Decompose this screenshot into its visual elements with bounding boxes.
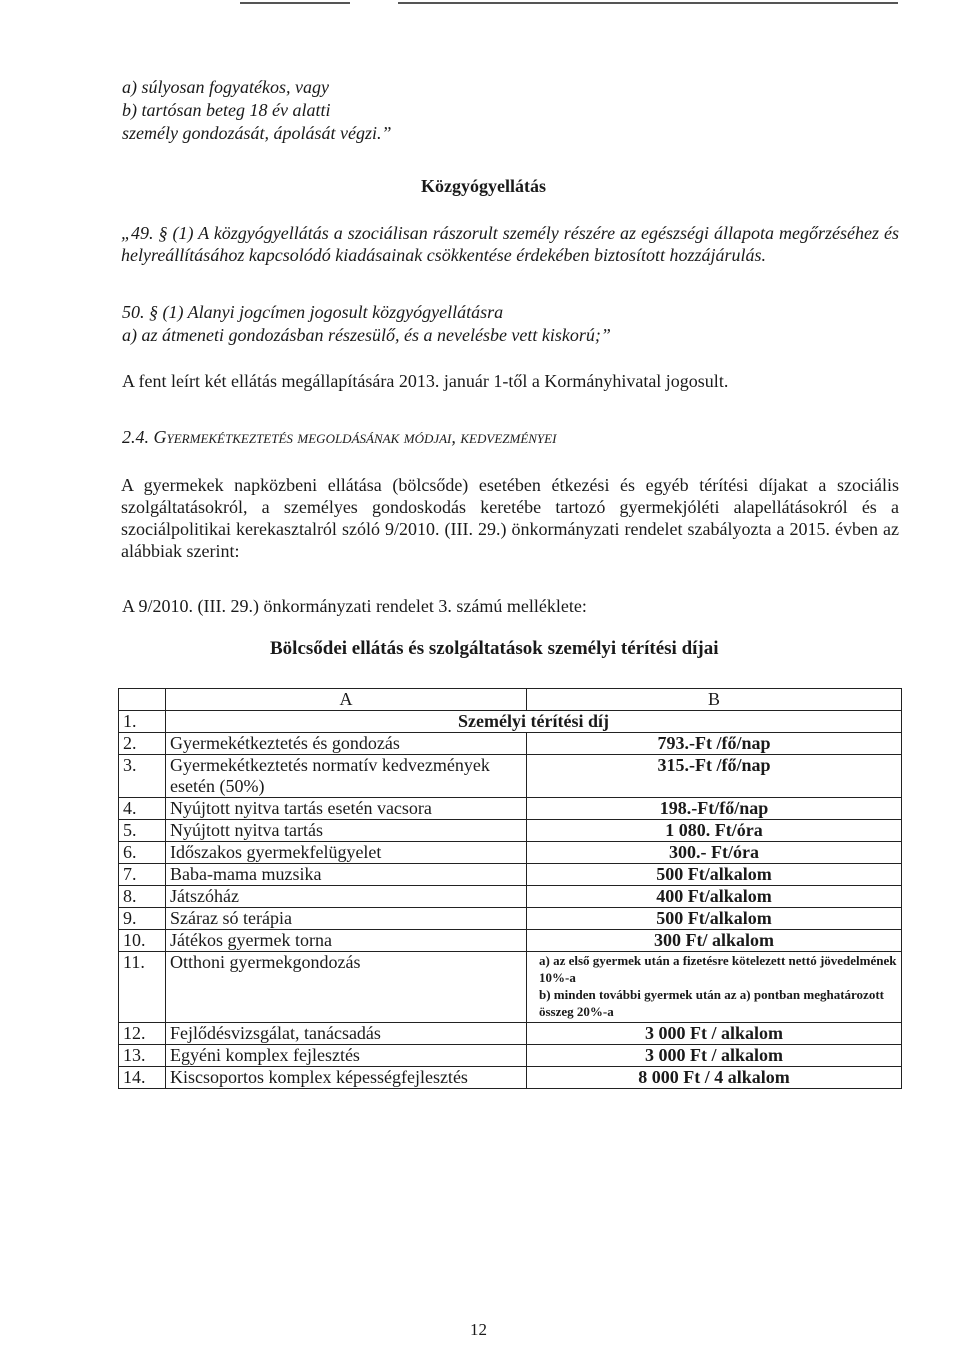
row-number: 14. [119, 1067, 166, 1089]
service-name: Baba-mama muzsika [166, 864, 527, 886]
fee-condition-a: a) az első gyermek után a fizetésre kötelezett nettó jövedelmének 10%-a [539, 953, 897, 985]
fee-condition-b: b) minden további gyermek után az a) pontban meghatározott összeg 20%-a [539, 987, 884, 1019]
service-fee: 3 000 Ft / alkalom [527, 1023, 902, 1045]
service-fee: 198.-Ft/fő/nap [527, 798, 902, 820]
table-row [119, 930, 902, 952]
table-title: Bölcsődei ellátás és szolgáltatások személyi térítési díjai [270, 638, 719, 659]
service-fee: 315.-Ft /fő/nap [527, 755, 902, 798]
table-row [119, 842, 902, 864]
service-fee: 3 000 Ft / alkalom [527, 1045, 902, 1067]
paragraph-50-line2: a) az átmeneti gondozásban részesülő, és a nevelésbe vett kiskorú;” [122, 325, 611, 345]
table-row [119, 711, 902, 733]
annex-reference: A 9/2010. (III. 29.) önkormányzati rendelet 3. számú melléklete: [122, 596, 587, 616]
table-row [119, 1023, 902, 1045]
table-row [119, 908, 902, 930]
fee-table [118, 688, 902, 1089]
header-empty-cell [119, 689, 166, 711]
service-name: Fejlődésvizsgálat, tanácsadás [166, 1023, 527, 1045]
row-number: 9. [119, 908, 166, 930]
service-name: Otthoni gyermekgondozás [166, 952, 527, 1023]
table-row [119, 820, 902, 842]
row-number: 8. [119, 886, 166, 908]
table-row [119, 733, 902, 755]
table-row [119, 952, 902, 1023]
service-name: Időszakos gyermekfelügyelet [166, 842, 527, 864]
service-fee: 8 000 Ft / 4 alkalom [527, 1067, 902, 1089]
table-row [119, 1067, 902, 1089]
table-row [119, 755, 902, 798]
top-rule-left [240, 2, 350, 4]
table-row [119, 798, 902, 820]
intro-line-c: személy gondozását, ápolását végzi.” [122, 123, 392, 143]
intro-line-a: a) súlyosan fogyatékos, vagy [122, 77, 329, 97]
service-name: Száraz só terápia [166, 908, 527, 930]
row-number: 6. [119, 842, 166, 864]
row-number: 7. [119, 864, 166, 886]
row-number: 10. [119, 930, 166, 952]
table-row [119, 886, 902, 908]
body-paragraph: A gyermekek napközbeni ellátása (bölcsőde) esetében étkezési és egyéb térítési díjakat a szociális szolgáltatásokról, a személyes gondoskodás keretébe tartozó gyermekjóléti alapellátásokról és a szociálpolitikai kerekasztalról szóló 9/2010. (III. 29.) önkormányzati rendelet szabályozta a 2015. évben az alábbiak szerint: [121, 475, 899, 561]
row-number: 1. [119, 711, 166, 733]
row-number: 12. [119, 1023, 166, 1045]
paragraph-50-line1: 50. § (1) Alanyi jogcímen jogosult közgyógyellátásra [122, 302, 504, 322]
service-name: Gyermekétkeztetés és gondozás [166, 733, 527, 755]
service-name: Játszóház [166, 886, 527, 908]
service-fee-conditions [527, 952, 902, 1023]
service-fee: 1 080. Ft/óra [527, 820, 902, 842]
row-number: 5. [119, 820, 166, 842]
service-fee: 500 Ft/alkalom [527, 864, 902, 886]
service-name: Nyújtott nyitva tartás esetén vacsora [166, 798, 527, 820]
service-name: Gyermekétkeztetés normatív kedvezmények esetén (50%) [166, 755, 527, 798]
table-row [119, 864, 902, 886]
table-header-row [119, 689, 902, 711]
service-fee: 793.-Ft /fő/nap [527, 733, 902, 755]
service-fee: 300 Ft/ alkalom [527, 930, 902, 952]
service-name: Egyéni komplex fejlesztés [166, 1045, 527, 1067]
service-name: Nyújtott nyitva tartás [166, 820, 527, 842]
row-number: 4. [119, 798, 166, 820]
intro-line-b: b) tartósan beteg 18 év alatti [122, 100, 331, 120]
row-number: 3. [119, 755, 166, 798]
section-title: Közgyógyellátás [421, 176, 546, 196]
row-number: 2. [119, 733, 166, 755]
section-heading-2-4: 2.4. Gyermekétkeztetés megoldásának módjai, kedvezményei [122, 427, 557, 447]
top-rule-right [398, 2, 898, 4]
page-number: 12 [470, 1320, 487, 1339]
table-row [119, 1045, 902, 1067]
row-label: Személyi térítési díj [166, 711, 902, 733]
row-number: 13. [119, 1045, 166, 1067]
column-b-header: B [527, 689, 902, 711]
row-number: 11. [119, 952, 166, 1023]
statement: A fent leírt két ellátás megállapítására 2013. január 1-től a Kormányhivatal jogosult. [122, 371, 729, 391]
service-fee: 400 Ft/alkalom [527, 886, 902, 908]
service-fee: 500 Ft/alkalom [527, 908, 902, 930]
service-name: Játékos gyermek torna [166, 930, 527, 952]
service-fee: 300.- Ft/óra [527, 842, 902, 864]
paragraph-49: „49. § (1) A közgyógyellátás a szociálisan rászorult személy részére az egészségi állapota megőrzéséhez és helyreállításához kapcsolódó kiadásainak csökkentése érdekében biztosított hozzájárulás. [121, 223, 899, 265]
service-name: Kiscsoportos komplex képességfejlesztés [166, 1067, 527, 1089]
column-a-header: A [166, 689, 527, 711]
